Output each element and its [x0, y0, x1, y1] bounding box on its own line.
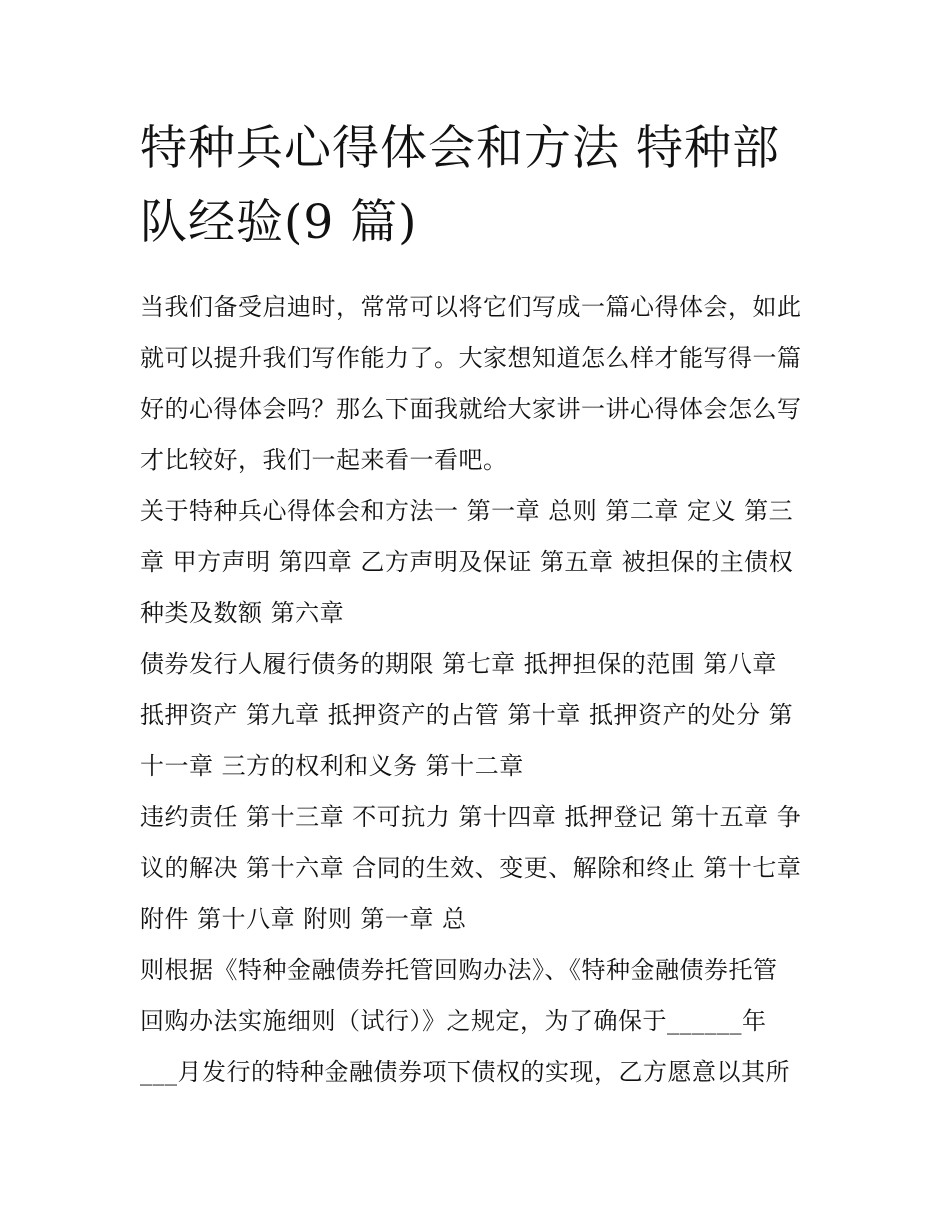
text-line: ___月发行的特种金融债券项下债权的实现，乙方愿意以其所: [140, 1058, 790, 1086]
text-line: 当我们备受启迪时，常常可以将它们写成一篇心得体会，如此: [140, 293, 802, 321]
title-line: 队经验(9 篇): [140, 195, 418, 250]
document-title: [140, 112, 820, 260]
document-page: [140, 112, 820, 1098]
text-line: 债券发行人履行债务的期限 第七章 抵押担保的范围 第八章: [140, 650, 777, 678]
text-line: 十一章 三方的权利和义务 第十二章: [140, 752, 524, 780]
chapter-list-paragraph: [140, 486, 820, 639]
text-line: 才比较好，我们一起来看一看吧。: [140, 446, 508, 474]
text-line: 附件 第十八章 附则 第一章 总: [140, 905, 467, 933]
intro-paragraph: [140, 282, 820, 486]
title-line: 特种兵心得体会和方法 特种部: [140, 121, 780, 176]
text-line: 种类及数额 第六章: [140, 599, 345, 627]
chapter-list-paragraph: [140, 792, 820, 945]
text-line: 回购办法实施细则（试行）》之规定，为了确保于______年: [140, 1007, 767, 1035]
text-line: 章 甲方声明 第四章 乙方声明及保证 第五章 被担保的主债权: [140, 548, 794, 576]
text-line: 则根据《特种金融债券托管回购办法》、《特种金融债券托管: [140, 956, 778, 984]
chapter-list-paragraph: [140, 639, 820, 792]
text-line: 议的解决 第十六章 合同的生效、变更、解除和终止 第十七章: [140, 854, 802, 882]
text-line: 抵押资产 第九章 抵押资产的占管 第十章 抵押资产的处分 第: [140, 701, 794, 729]
text-line: 违约责任 第十三章 不可抗力 第十四章 抵押登记 第十五章 争: [140, 803, 802, 831]
text-line: 关于特种兵心得体会和方法一 第一章 总则 第二章 定义 第三: [140, 497, 794, 525]
text-line: 就可以提升我们写作能力了。大家想知道怎么样才能写得一篇: [140, 344, 802, 372]
document-body: [140, 282, 820, 1098]
contract-clause-paragraph: [140, 945, 820, 1098]
text-line: 好的心得体会吗？那么下面我就给大家讲一讲心得体会怎么写: [140, 395, 802, 423]
